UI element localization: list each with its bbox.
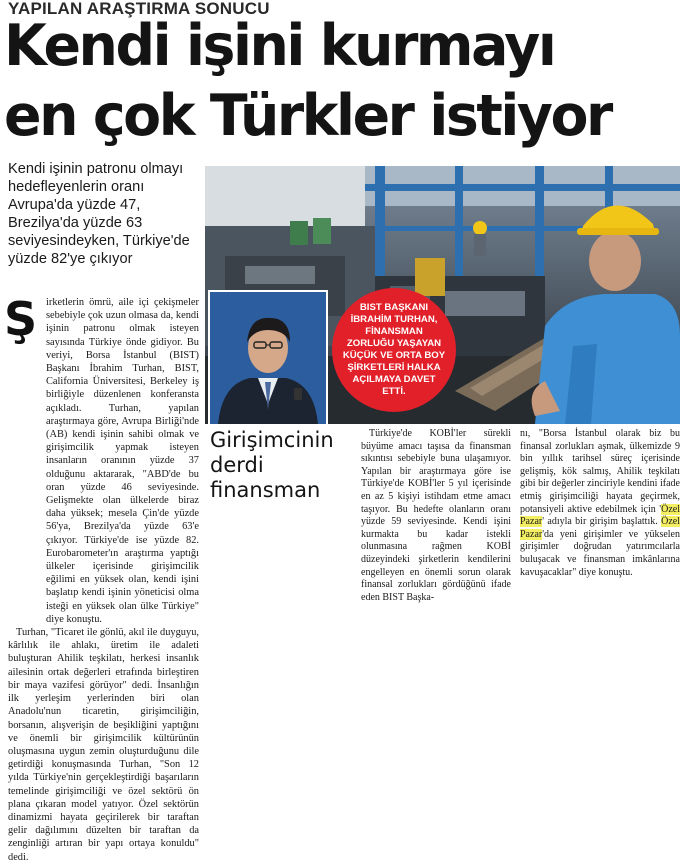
paragraph-1: irketlerin ömrü, aile içi çekişmeler sebebiyle çok uzun olmasa da, kendi işinin patronu olmak isteyen sayısında Türkiye önde gidiyor. Bu veriyi, Borsa İstanbul (BIST) Başkanı İbrahim Turhan, BIST, California Üniversitesi, Berkeley iş birliğiyle düzenlenen konferansta açıkladı. Turhan, yapılan araştırmaya göre, Avrupa Birliği'nde (AB) kendi işinin sahibi olmak ve girişimcilik yapmak isteyen insanların oranının yüzde 37 olduğunu aktararak, "ABD'de bu oran yüzde 46 seviyesinde. Gelişmekte olan ülkelerde biraz daha yüksek; mesela Çin'de yüzde 56'ya, Brezilya'da yüzde 63'e çıkıyor. Türkiye'de ise yüzde 82. Eurobarometer'ın araştırma yaptığı ülkeler içerisinde girişimcilik eğilimi en yüksek olan, kendi işini başlatıp kendi işinin yöneticisi olma isteği en yüksek olan ülke Türkiye" diye konuştu. — [46, 297, 199, 625]
text-part-3: 'da yeni girişimler ve yükselen girişimler doğrudan yatırımcılarla buluşacak ve finansman imkânlarına kavuşacaklar" diye konuştu. — [520, 528, 680, 578]
quote-text: BIST BAŞKANI İBRAHİM TURHAN, FİNANSMAN ZORLUĞU YAŞAYAN KÜÇÜK VE ORTA BOY ŞİRKETLERİ HALKA AÇILMAYA DAVET ETTİ. — [342, 302, 446, 397]
deck: Kendi işinin patronu olmayı hedefleyenlerin oranı Avrupa'da yüzde 47, Brezilya'da yüzde 63 seviyesindeyken, Türkiye'de yüzde 82'ye çıkıyor — [8, 161, 190, 267]
article-column-3 — [520, 428, 680, 579]
highlight-ozel-pazar-1: Özel Pazar — [520, 503, 680, 528]
headline-line-2: en çok Türkler istiyor — [4, 83, 611, 149]
paragraph-2: Turhan, "Ticaret ile gönlü, akıl ile duyguyu, kârlılık ile ahlakı, üretim ile adaleti buluşturan Ahilik teşkilatı, herkesi insanlık ailesinin ortak değerleri etrafında birleştiren bir maya vazifesi görüyor" dedi. İnsanlığın ilk yerleşim yerlerinden biri olan Anadolu'nun ticaretin, girişimciliğin, borsanın, alışverişin de beşikliğini yaptığını ve önemli bir girişimcilik kültürünün oluşmasına uygun zemin oluşturduğunu dile getirdiği konuşmasında Turhan, "Son 12 yılda Türkiye'nin gerçekleştirdiği başarıların temelinde girişimciliği ve özel sektörü ön plana çıkaran model yatıyor. Özel sektörün dinamizmi hayata geçirilerek bir taraftan gelir dağılımını düzelten bir taraftan da zenginliği artıran bir yapı ortaya konuldu" dedi. — [8, 627, 199, 863]
portrait-illustration — [210, 292, 326, 424]
highlight-ozel-pazar-2: Özel Pazar — [520, 516, 680, 540]
paragraph-4 — [520, 428, 680, 579]
text-part-1: nı, "Borsa İstanbul olarak biz bu finansal zorlukları aşmak, ülkemizde 9 bin yıllık tarihsel süreç içerisinde gelişmiş, kök salmış, Ahilik teşkilatı gibi bir değerler zinciriyle kendini ifade etmiş girişimciliği hayata geçirmek, potansiyeli aktive edebilmek için ' — [520, 428, 680, 515]
kicker: YAPILAN ARAŞTIRMA SONUCU — [8, 0, 270, 18]
quote-circle — [332, 288, 456, 412]
article-column-1 — [8, 296, 199, 864]
text-part-2: ' adıyla bir girişim başlattık. — [542, 516, 662, 528]
subhead: Girişimcinin derdi finansman — [210, 428, 334, 502]
article-column-2 — [361, 428, 511, 604]
paragraph-3: Türkiye'de KOBİ'ler sürekli büyüme amacı taşısa da finansman sıkıntısı sebebiyle buna ulaşamıyor. Yapılan bir araştırmaya göre ise Türkiye'de KOBİ'ler 5 yıl içerisinde en az 5 kişiyi istihdam etme amacı taşıyor. Bu hedefte olanların oranı yüzde 59 seviyesinde. Kendi işini kurmakta bu kadar istekli olunmasına rağmen KOBİ düzeyindeki şirketlerin kendilerini engelleyen en önemli sorun olarak finansal zorlukları gördüğünü ifade eden BIST Başka- — [361, 428, 511, 603]
headline-line-1: Kendi işini kurmayı — [4, 13, 555, 79]
portrait-photo — [208, 290, 328, 426]
drop-cap: Ş — [4, 292, 38, 346]
